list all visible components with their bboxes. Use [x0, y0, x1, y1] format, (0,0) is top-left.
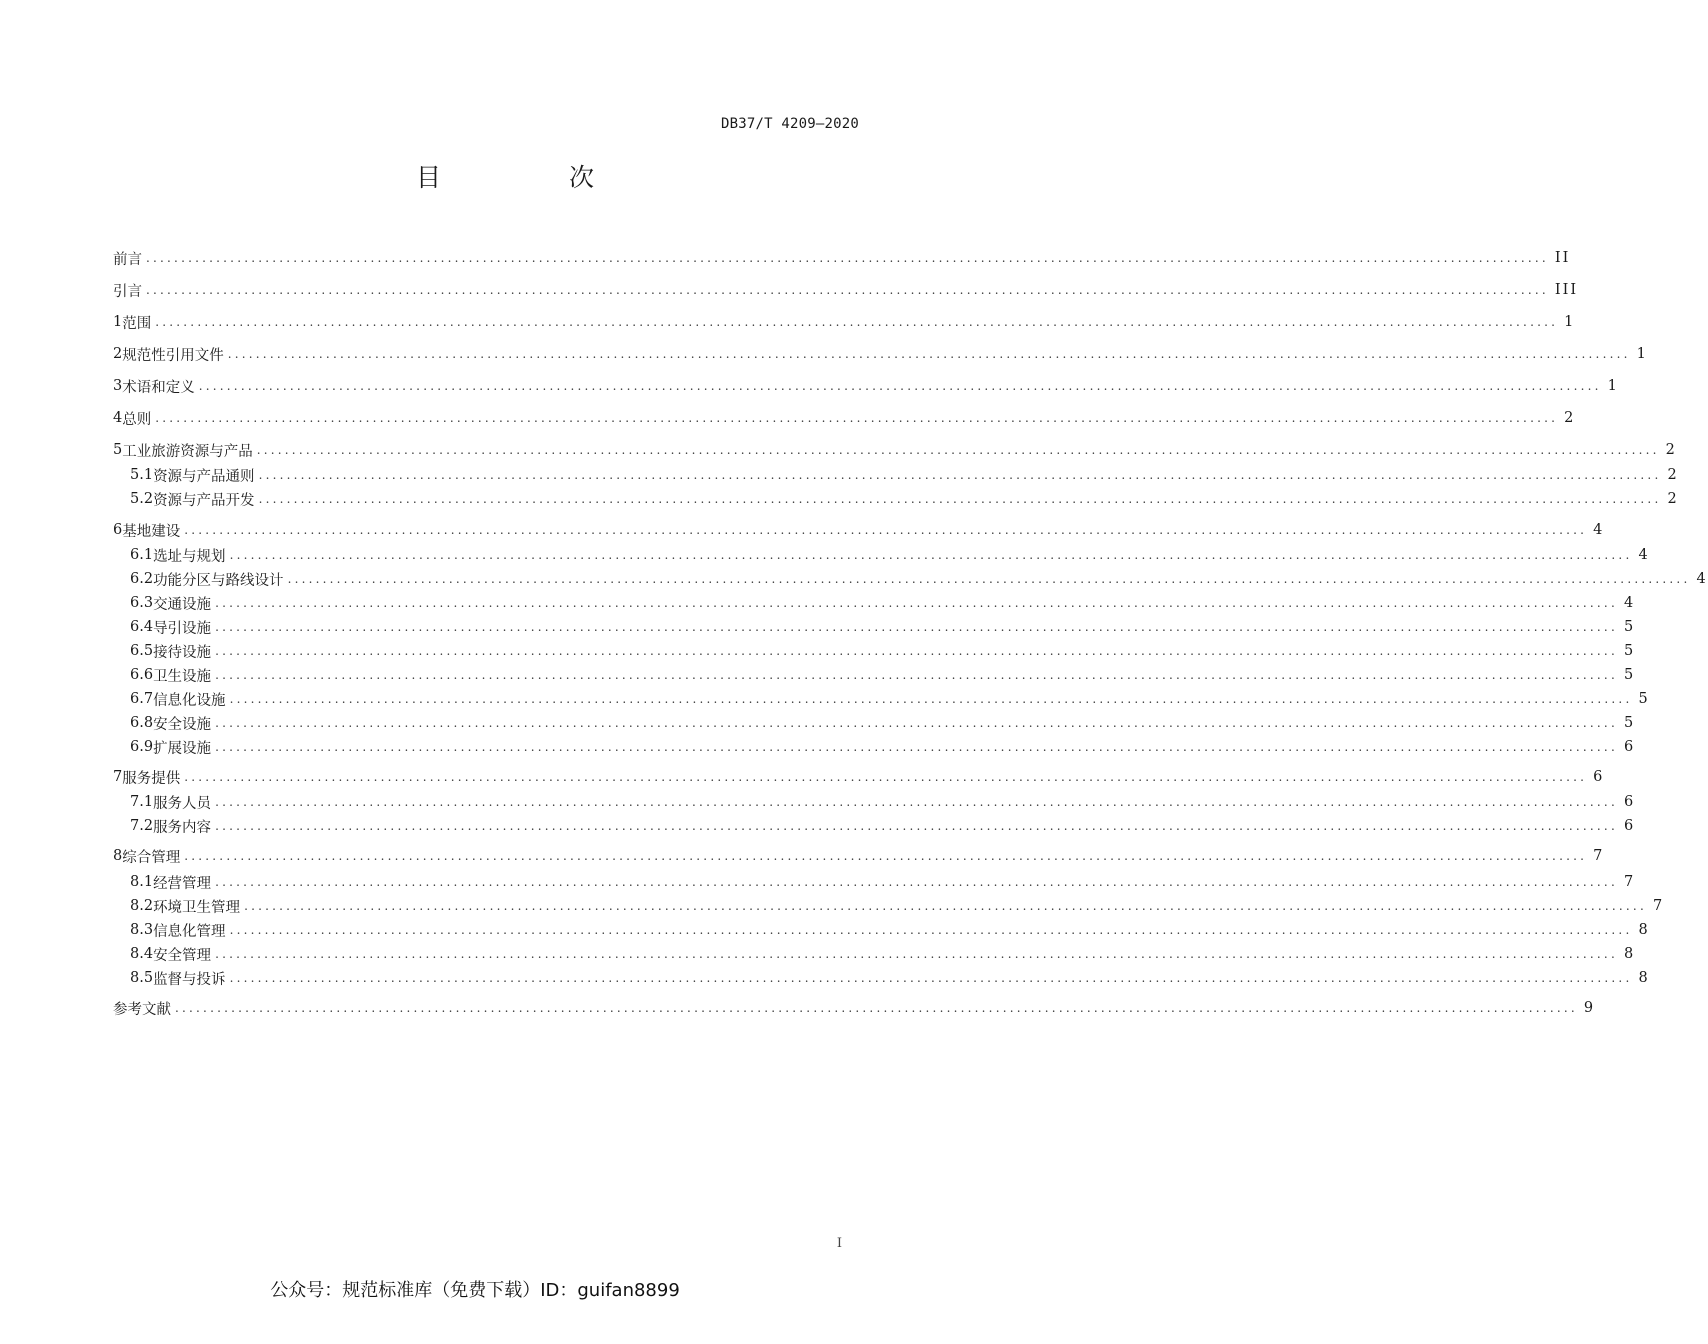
- toc-entry-page: 1: [1607, 378, 1619, 394]
- dot-leader: ........................................................................................................................................................................................................: [287, 572, 1691, 586]
- toc-entry[interactable]: [113, 439, 1677, 461]
- dot-leader: ........................................................................................................................................................................................................: [155, 411, 1559, 425]
- dot-leader: ........................................................................................................................................................................................................: [184, 849, 1588, 863]
- dot-leader: ........................................................................................................................................................................................................: [184, 770, 1588, 784]
- toc-entry-page: 7: [1652, 898, 1665, 914]
- toc-entry[interactable]: [113, 967, 1650, 989]
- dot-leader: ........................................................................................................................................................................................................: [215, 596, 1618, 610]
- toc-entry-label: 服务提供: [122, 770, 181, 787]
- toc-entry-number: 3: [113, 378, 123, 394]
- dot-leader: ........................................................................................................................................................................................................: [215, 795, 1618, 809]
- dot-leader: ........................................................................................................................................................................................................: [229, 923, 1633, 937]
- toc-entry[interactable]: [113, 791, 1636, 813]
- dot-leader: ........................................................................................................................................................................................................: [146, 283, 1549, 297]
- toc-entry-page: 8: [1638, 922, 1650, 938]
- toc-entry[interactable]: [113, 519, 1605, 541]
- toc-entry-label: 扩展设施: [153, 740, 212, 757]
- dot-leader: ........................................................................................................................................................................................................: [198, 379, 1602, 393]
- toc-entry-page: 4: [1696, 571, 1708, 587]
- dot-leader: ........................................................................................................................................................................................................: [258, 492, 1662, 506]
- toc-entry-number: 4: [113, 410, 123, 426]
- toc-entry-number: 6.1: [130, 547, 154, 563]
- toc-entry[interactable]: [113, 919, 1650, 941]
- standard-code: DB37/T 4209—2020: [720, 116, 859, 132]
- toc-entry-label: 信息化设施: [153, 692, 226, 709]
- dot-leader: ........................................................................................................................................................................................................: [215, 716, 1618, 730]
- toc-entry-number: 6.7: [130, 691, 154, 707]
- dot-leader: ........................................................................................................................................................................................................: [215, 644, 1618, 658]
- toc-entry[interactable]: [113, 488, 1679, 510]
- dot-leader: ........................................................................................................................................................................................................: [227, 347, 1631, 361]
- toc-entry-label: 安全管理: [153, 947, 212, 964]
- toc-entry-page: III: [1554, 282, 1579, 298]
- toc-entry-page: 8: [1638, 970, 1650, 986]
- toc-entry-label: 工业旅游资源与产品: [122, 443, 253, 460]
- toc-entry-page: 5: [1623, 643, 1636, 659]
- toc-entry-page: 6: [1623, 794, 1636, 810]
- toc-entry-label: 范围: [122, 315, 152, 332]
- dot-leader: ........................................................................................................................................................................................................: [215, 740, 1618, 754]
- dot-leader: ........................................................................................................................................................................................................: [229, 971, 1633, 985]
- toc-entry[interactable]: [113, 997, 1596, 1019]
- toc-entry[interactable]: [113, 895, 1665, 917]
- toc-entry[interactable]: [113, 343, 1648, 365]
- toc-entry-label: 选址与规划: [153, 548, 226, 565]
- toc-entry-number: 6.3: [130, 595, 154, 611]
- toc-entry-label: 术语和定义: [122, 379, 195, 396]
- toc-entry[interactable]: [113, 845, 1605, 867]
- dot-leader: ........................................................................................................................................................................................................: [229, 692, 1633, 706]
- toc-entry-page: 7: [1623, 874, 1636, 890]
- dot-leader: ........................................................................................................................................................................................................: [215, 947, 1618, 961]
- toc-entry-number: 8.1: [130, 874, 154, 890]
- toc-entry-page: II: [1554, 250, 1571, 266]
- toc-entry-number: 7.1: [130, 794, 154, 810]
- dot-leader: ........................................................................................................................................................................................................: [256, 443, 1660, 457]
- toc-entry-label: 监督与投诉: [153, 971, 226, 988]
- toc-entry-number: 8.3: [130, 922, 154, 938]
- toc-entry[interactable]: [113, 616, 1636, 638]
- toc-entry-label: 信息化管理: [153, 923, 226, 940]
- toc-entry-page: 5: [1623, 715, 1636, 731]
- toc-entry-page: 4: [1638, 547, 1650, 563]
- toc-entry-label: 服务内容: [153, 819, 212, 836]
- toc-entry-label: 功能分区与路线设计: [153, 572, 284, 589]
- toc-entry-number: 2: [113, 346, 123, 362]
- toc-entry-label: 资源与产品通则: [153, 468, 255, 485]
- toc-entry-page: 4: [1593, 522, 1605, 538]
- toc-entry[interactable]: [113, 279, 1579, 301]
- toc-entry-page: 5: [1623, 667, 1636, 683]
- toc-entry-number: 8.4: [130, 946, 154, 962]
- toc-entry-label: 经营管理: [153, 875, 212, 892]
- toc-entry-number: 6.2: [130, 571, 154, 587]
- toc-entry-number: 6.8: [130, 715, 154, 731]
- toc-entry-page: 1: [1564, 314, 1576, 330]
- dot-leader: ........................................................................................................................................................................................................: [215, 620, 1618, 634]
- dot-leader: ........................................................................................................................................................................................................: [175, 1001, 1578, 1015]
- toc-entry[interactable]: [113, 247, 1571, 269]
- toc-entry-page: 8: [1623, 946, 1636, 962]
- toc-entry-label: 引言: [113, 283, 142, 300]
- toc-entry[interactable]: [113, 640, 1636, 662]
- toc-entry-number: 7: [113, 769, 123, 785]
- toc-entry-label: 卫生设施: [153, 668, 212, 685]
- toc-entry-page: 1: [1636, 346, 1648, 362]
- dot-leader: ........................................................................................................................................................................................................: [146, 251, 1549, 265]
- toc-entry[interactable]: [113, 688, 1650, 710]
- toc-entry-page: 5: [1638, 691, 1650, 707]
- toc-entry-number: 8: [113, 848, 123, 864]
- toc-entry[interactable]: [113, 464, 1679, 486]
- dot-leader: ........................................................................................................................................................................................................: [155, 315, 1559, 329]
- toc-entry-number: 5.1: [130, 467, 154, 483]
- toc-entry-number: 6.6: [130, 667, 154, 683]
- toc-entry[interactable]: [113, 766, 1605, 788]
- toc-entry-label: 规范性引用文件: [122, 347, 224, 364]
- page-title: 目 次: [416, 163, 654, 192]
- watermark-text: 公众号：规范标准库（免费下载）ID：guifan8899: [270, 1280, 680, 1301]
- toc-entry-label: 综合管理: [122, 849, 181, 866]
- toc-entry-label: 安全设施: [153, 716, 212, 733]
- toc-entry[interactable]: [113, 871, 1636, 893]
- toc-entry-page: 6: [1593, 769, 1605, 785]
- toc-entry[interactable]: [113, 375, 1619, 397]
- toc-entry-page: 5: [1623, 619, 1636, 635]
- toc-entry-page: 2: [1564, 410, 1576, 426]
- toc-entry-page: 6: [1623, 739, 1636, 755]
- toc-entry-number: 6.4: [130, 619, 154, 635]
- toc-entry-page: 2: [1667, 467, 1679, 483]
- toc-entry-number: 6: [113, 522, 123, 538]
- dot-leader: ........................................................................................................................................................................................................: [244, 899, 1647, 913]
- page-number: I: [836, 1236, 842, 1251]
- toc-entry-label: 前言: [113, 251, 142, 268]
- toc-entry-label: 资源与产品开发: [153, 492, 255, 509]
- toc-entry-number: 8.2: [130, 898, 154, 914]
- toc-entry-number: 7.2: [130, 818, 154, 834]
- toc-entry-page: 9: [1583, 1000, 1596, 1016]
- toc-entry-number: 6.5: [130, 643, 154, 659]
- dot-leader: ........................................................................................................................................................................................................: [215, 875, 1618, 889]
- toc-entry[interactable]: [113, 544, 1650, 566]
- dot-leader: ........................................................................................................................................................................................................: [215, 668, 1618, 682]
- toc-entry-page: 6: [1623, 818, 1636, 834]
- toc-entry[interactable]: [113, 815, 1636, 837]
- dot-leader: ........................................................................................................................................................................................................: [258, 468, 1662, 482]
- toc-entry-label: 服务人员: [153, 795, 212, 812]
- dot-leader: ........................................................................................................................................................................................................: [215, 819, 1618, 833]
- toc-entry-label: 总则: [122, 411, 152, 428]
- toc-entry-label: 导引设施: [153, 620, 212, 637]
- dot-leader: ........................................................................................................................................................................................................: [229, 548, 1633, 562]
- toc-entry[interactable]: [113, 311, 1576, 333]
- toc-entry[interactable]: [113, 407, 1576, 429]
- toc-entry-page: 7: [1593, 848, 1605, 864]
- toc-entry[interactable]: [113, 943, 1636, 965]
- toc-entry-label: 参考文献: [113, 1001, 171, 1018]
- toc-entry-number: 8.5: [130, 970, 154, 986]
- toc-entry-label: 接待设施: [153, 644, 212, 661]
- toc-entry[interactable]: [113, 664, 1636, 686]
- toc-entry[interactable]: [113, 712, 1636, 734]
- toc-entry-number: 5.2: [130, 491, 154, 507]
- toc-entry-number: 1: [113, 314, 123, 330]
- toc-entry-label: 环境卫生管理: [153, 899, 241, 916]
- toc-entry[interactable]: [113, 736, 1636, 758]
- toc-entry-page: 2: [1665, 442, 1677, 458]
- toc-entry[interactable]: [113, 592, 1636, 614]
- toc-entry-label: 基地建设: [122, 523, 181, 540]
- dot-leader: ........................................................................................................................................................................................................: [184, 523, 1588, 537]
- toc-entry[interactable]: [113, 568, 1708, 590]
- toc-entry-number: 5: [113, 442, 123, 458]
- toc-entry-page: 4: [1623, 595, 1636, 611]
- toc-entry-page: 2: [1667, 491, 1679, 507]
- toc-entry-number: 6.9: [130, 739, 154, 755]
- toc-entry-label: 交通设施: [153, 596, 212, 613]
